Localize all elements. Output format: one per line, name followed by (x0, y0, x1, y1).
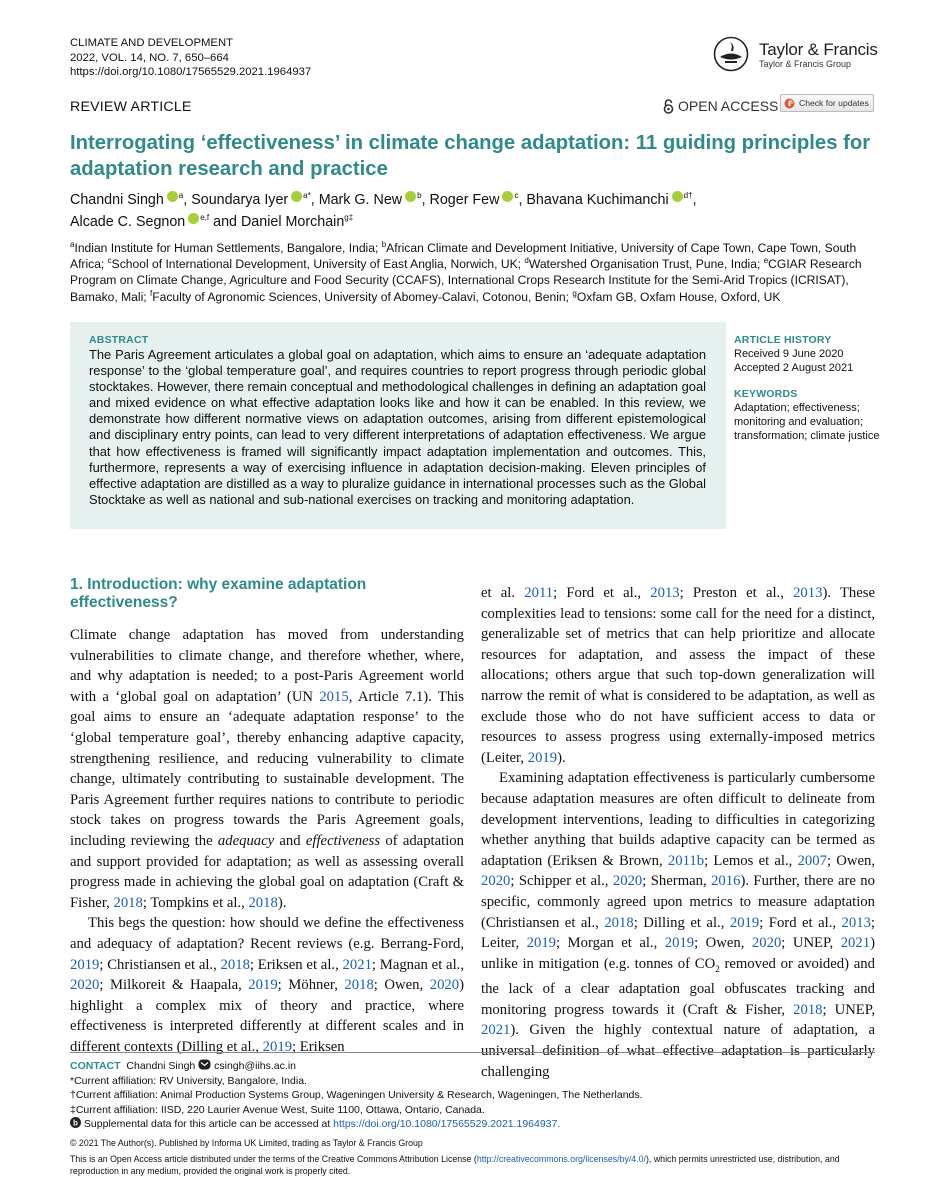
body-paragraph: This begs the question: how should we define the effectiveness and adequacy of adaptation? Recent reviews (e.g. Berrang-Ford, 2019; Christiansen et al., 2018; Eriksen et al., 2021; Magnan et al., 2020; Milkoreit & Haapala, 2019; Möhner, 2018; Owen, 2020) highlight a complex mix of theory and practice, where effectiveness is interpreted differently at different scales and in different contexts (Dilling et al., 2019; Eriksen (70, 915, 464, 1055)
orcid-icon[interactable] (672, 191, 683, 202)
author[interactable]: Mark G. New $^b$ (318, 191, 422, 208)
body-paragraph: Climate change adaptation has moved from understanding vulnerabilities to climate change, and therefore whether, where, and why adaptation is needed; to a post-Paris Agreement world with a ‘global goal on adaptation’ (UN 2015, Article 7.1). This goal aims to ensure an ‘adequate adaptation response’ to the ‘global temperature goal’, thereby enhancing adaptive capacity, strengthening resilience, and reducing vulnerability to climate change, ultimately contributing to sustainable development. The Paris Agreement further requires nations to contribute to periodic stock takes on progress towards the Paris Agreement goals, including reviewing the adequacy and effectiveness of adaptation and support provided for adaptation; as well as assessing overall progress made in achieving the global goal on adaptation (Craft & Fisher, 2018; Tompkins et al., 2018). (70, 627, 464, 911)
article-title: Interrogating ‘effectiveness’ in climate change adaptation: 11 guiding principles for adaptation research and practice (70, 132, 871, 180)
section-heading: 1. Introduction: why examine adaptation effectiveness? (70, 576, 367, 611)
orcid-icon[interactable] (291, 191, 302, 202)
orcid-icon[interactable] (502, 191, 513, 202)
author[interactable]: Chandni Singh $^a$ (70, 191, 184, 208)
author[interactable]: Bhavana Kuchimanchi $^{d\dagger}$ (526, 191, 693, 208)
footer-notes (70, 1059, 880, 1177)
open-access-badge (663, 98, 778, 114)
publisher-logo (712, 36, 882, 72)
accepted-date: Accepted 2 August 2021 (734, 361, 854, 374)
publisher-name: Taylor & Francis (759, 40, 878, 59)
journal-doi[interactable]: https://doi.org/10.1080/17565529.2021.1964937 (70, 66, 312, 78)
article-sidebar (734, 334, 884, 444)
author[interactable]: Roger Few $^c$ (429, 191, 519, 208)
journal-header (70, 36, 311, 80)
body-column-right (481, 583, 875, 1082)
contact-line (70, 1059, 880, 1074)
check-for-updates-button[interactable] (780, 94, 874, 112)
body-column-left (70, 625, 464, 1057)
contact-name: Chandni Singh (126, 1060, 196, 1072)
publisher-group: Taylor & Francis Group (759, 59, 852, 69)
orcid-icon[interactable] (167, 191, 178, 202)
affiliations: $^a$Indian Institute for Human Settlements, Bangalore, India; $^b$African Climate and Development Initiative, University of Cape Town, Cape Town, South Africa; $^c$School of International Development, University of East Anglia, Norwich, UK; $^d$Watershed Organisation Trust, Pune, India; $^e$CGIAR Research Program on Climate Change, Agriculture and Food Security (CCAFS), International Crops Research Institute for the Semi-Arid Tropics (ICRISAT), Bamako, Mali; $^f$Faculty of Agronomic Sciences, University of Abomey-Calavi, Cotonou, Benin; $^g$Oxfam GB, Oxfam House, Oxford, UK (70, 239, 862, 304)
author[interactable]: Soundarya Iyer $^{a*}$ (191, 191, 311, 208)
lamp-icon (712, 36, 750, 72)
journal-volume: 2022, VOL. 14, NO. 7, 650–664 (70, 51, 229, 64)
license-link[interactable]: http://creativecommons.org/licenses/by/4.0/ (476, 1154, 646, 1164)
footer-divider (70, 1052, 875, 1053)
keywords-heading: KEYWORDS (734, 388, 798, 401)
license-text: This is an Open Access article distributed under the terms of the Creative Commons Attribution License (http://creativecommons.org/licenses/by/4.0/), which permits unrestricted use, distribution, and reproduction in any medium, provided the original work is properly cited. (70, 1154, 840, 1176)
contact-label: CONTACT (70, 1060, 121, 1072)
footnote: *Current affiliation: RV University, Bangalore, India. (70, 1074, 307, 1087)
orcid-icon[interactable] (405, 191, 416, 202)
open-access-label: OPEN ACCESS (678, 98, 779, 114)
orcid-icon[interactable] (188, 213, 199, 224)
footnote: ‡Current affiliation: IISD, 220 Laurier Avenue West, Suite 1100, Ottawa, Ontario, Canada. (70, 1103, 485, 1116)
author[interactable]: Alcade C. Segnon $^{e,f}$ (70, 213, 210, 230)
body-paragraph: Examining adaptation effectiveness is particularly cumbersome because adaptation measures are often difficult to delineate from development interventions, leading to difficulties in categorizing whether anything that builds adaptive capacity can be termed as adaptation (Eriksen & Brown, 2011b; Lemos et al., 2007; Owen, 2020; Schipper et al., 2020; Sherman, 2016). Further, there are no specific, commonly agreed upon metrics to measure adaptation (Christiansen et al., 2018; Dilling et al., 2019; Ford et al., 2013; Leiter, 2019; Morgan et al., 2019; Owen, 2020; UNEP, 2021) unlike in mitigation (e.g. tonnes of $CO_2$ removed or avoided) and the lack of a clear adaptation goal obfuscates tracking and monitoring progress towards it (Craft & Fisher, 2018; UNEP, 2021). Given the highly contextual nature of adaptation, a universal definition of what effective adaptation is particularly challenging (481, 770, 875, 1080)
supplemental-line (70, 1117, 880, 1132)
supplemental-icon (70, 1117, 81, 1128)
footnote: †Current affiliation: Animal Production Systems Group, Wageningen University & Research, Wageningen, The Netherlands. (70, 1089, 643, 1101)
journal-name: CLIMATE AND DEVELOPMENT (70, 37, 233, 49)
author[interactable]: Daniel Morchain$^{g\ddagger}$ (240, 213, 354, 230)
supplemental-link[interactable]: https://doi.org/10.1080/17565529.2021.1964937. (333, 1118, 561, 1130)
open-lock-icon (663, 99, 674, 114)
svg-text:b: b (73, 1118, 78, 1128)
abstract-text: The Paris Agreement articulates a global goal on adaptation, which aims to ensure an ‘adequate adaptation response’ to the ‘global temperature goal’, and requires countries to report progress through periodic global stocktakes. However, there remain conceptual and methodological challenges in defining an adaptation goal and mixed evidence on what effective adaptation looks like and how it can be enabled. In this review, we demonstrate how different normative views on adaptation outcomes, arising from different epistemological and disciplinary entry points, can lead to very different interpretations of adaptation effectiveness. We argue that how effectiveness is framed will significantly impact adaptation implementation and outcomes. This, furthermore, represents a way of exercising influence in adaptation decision-making. Eleven principles of effective adaptation are distilled as a way to pluralize guidance in international processes such as the Global Stocktake as well as national and sub-national exercises on tracking and monitoring adaptation. (89, 347, 706, 507)
author-list: Chandni Singh $^a$, Soundarya Iyer $^{a*}$, Mark G. New $^b$, Roger Few $^c$, Bhavana Kuchimanchi $^{d\dagger}$, Alcade C. Segnon $^{e,f}$ and Daniel Morchain$^{g\ddagger}$ (70, 191, 697, 230)
contact-email-link[interactable]: csingh@iihs.ac.in (214, 1060, 296, 1072)
article-type: REVIEW ARTICLE (70, 99, 192, 115)
copyright: © 2021 The Author(s). Published by Informa UK Limited, trading as Taylor & Francis Group (70, 1137, 423, 1148)
abstract-heading: ABSTRACT (89, 334, 149, 346)
supplemental-text: Supplemental data for this article can be accessed at (83, 1118, 331, 1130)
check-for-updates-label: Check for updates (799, 98, 869, 108)
email-icon (198, 1059, 211, 1070)
received-date: Received 9 June 2020 (734, 347, 844, 360)
authors-and: and (213, 214, 237, 230)
article-history-heading: ARTICLE HISTORY (734, 334, 832, 346)
keywords-text: Adaptation; effectiveness; monitoring and evaluation; transformation; climate justice (734, 402, 880, 442)
body-paragraph: et al. 2011; Ford et al., 2013; Preston et al., 2013). These complexities lead to tensions: some call for the need for a distinct, generalizable set of metrics that can help prioritize and allocate resources for adaptation, and assess the impact of these allocations; others argue that such top-down generalization will narrow the remit of what is considered to be adaptation, as well as exclude those who do not have sufficient access to data or resources to assess progress using externally-imposed metrics (Leiter, 2019). (481, 585, 876, 766)
crossmark-icon (784, 98, 795, 109)
